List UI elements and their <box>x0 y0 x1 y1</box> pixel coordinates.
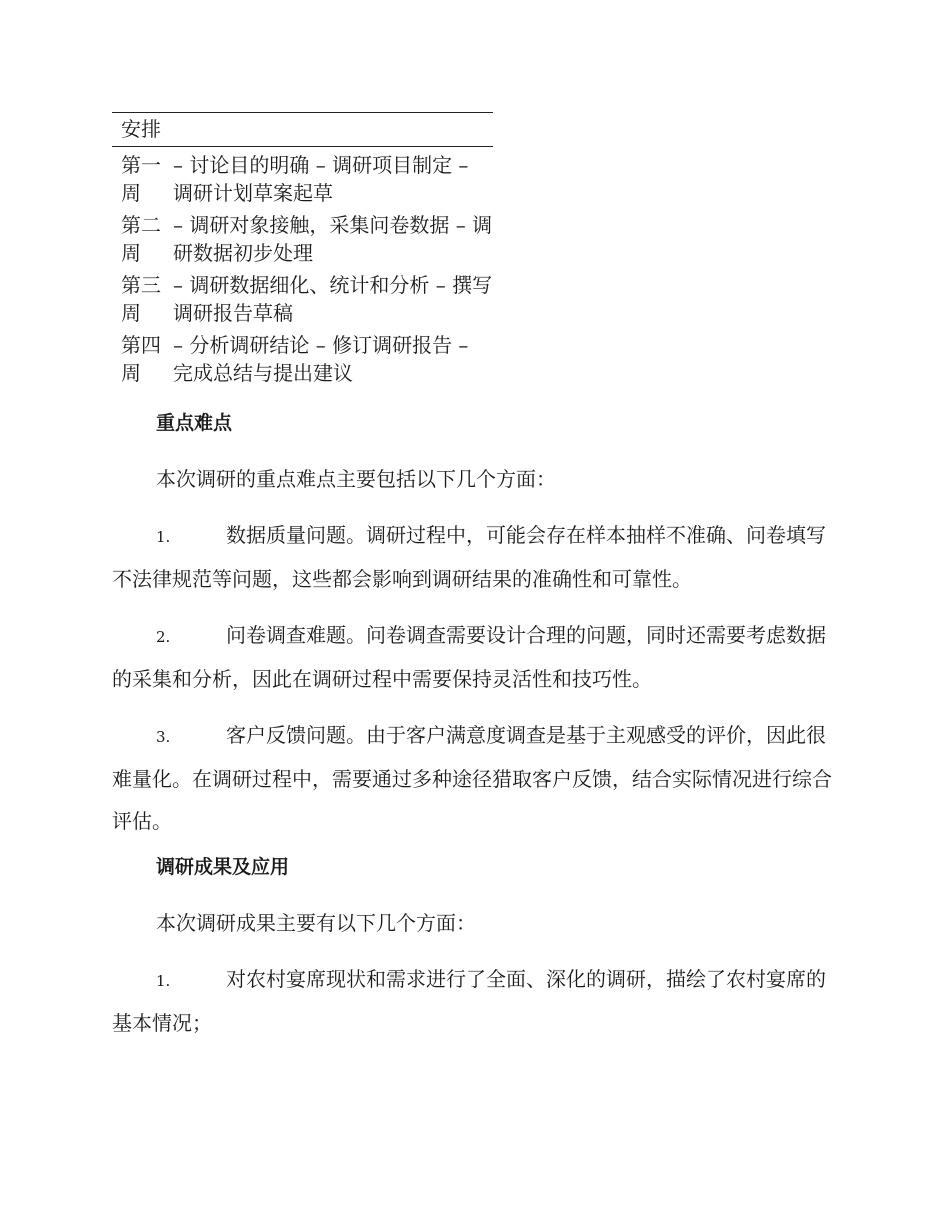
list-item <box>112 614 832 700</box>
table-header: 安排 <box>121 117 161 141</box>
table-row <box>112 327 493 387</box>
task-cell: – 调研对象接触，采集问卷数据 – 调研数据初步处理 <box>173 213 493 265</box>
list-number: 3. <box>156 728 171 746</box>
list-number: 1. <box>156 972 171 990</box>
week-cell: 第一周 <box>121 153 161 205</box>
section-intro: 本次调研的重点难点主要包括以下几个方面： <box>156 467 556 491</box>
list-text: 问卷调查难题。问卷调查需要设计合理的问题，同时还需要考虑数据的采集和分析，因此在调研过程中需要保持灵活性和技巧性。 <box>112 623 826 691</box>
table-row <box>112 207 493 267</box>
list-item <box>112 514 832 600</box>
list-item <box>112 714 832 842</box>
week-cell: 第四周 <box>121 333 161 385</box>
difficulties-section <box>112 402 832 842</box>
list-item <box>112 958 832 1044</box>
table-row <box>112 147 493 207</box>
schedule-table <box>112 112 493 387</box>
week-cell: 第三周 <box>121 273 161 325</box>
list-number: 1. <box>156 528 171 546</box>
task-cell: – 分析调研结论 – 修订调研报告 – 完成总结与提出建议 <box>173 333 469 385</box>
table-row <box>112 267 493 327</box>
section-heading: 调研成果及应用 <box>156 856 290 878</box>
section-intro: 本次调研成果主要有以下几个方面： <box>156 911 476 935</box>
section-heading: 重点难点 <box>156 412 233 434</box>
task-cell: – 调研数据细化、统计和分析 – 撰写调研报告草稿 <box>173 273 493 325</box>
results-section <box>112 846 832 1044</box>
list-number: 2. <box>156 628 171 646</box>
list-text: 数据质量问题。调研过程中，可能会存在样本抽样不准确、问卷填写不法律规范等问题，这些都会影响到调研结果的准确性和可靠性。 <box>112 523 826 591</box>
list-text: 对农村宴席现状和需求进行了全面、深化的调研，描绘了农村宴席的基本情况； <box>112 967 826 1035</box>
week-cell: 第二周 <box>121 213 161 265</box>
list-text: 客户反馈问题。由于客户满意度调查是基于主观感受的评价，因此很难量化。在调研过程中，需要通过多种途径猎取客户反馈，结合实际情况进行综合评估。 <box>112 723 832 833</box>
task-cell: – 讨论目的明确 – 调研项目制定 – 调研计划草案起草 <box>173 153 469 205</box>
